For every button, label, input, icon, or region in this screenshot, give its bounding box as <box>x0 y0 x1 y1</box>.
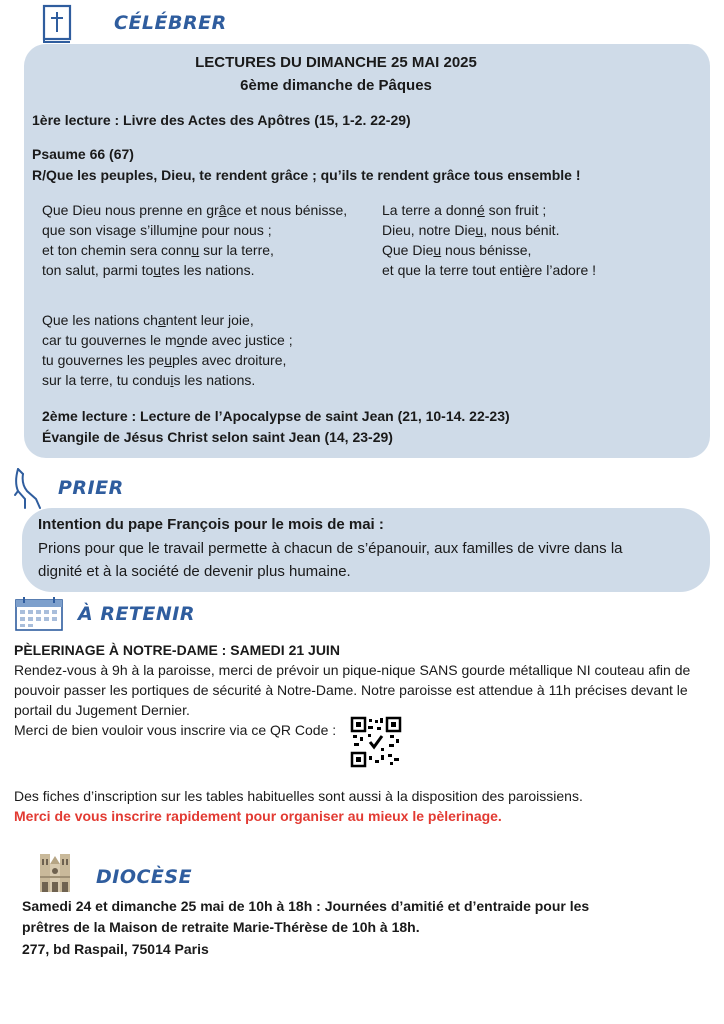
stanza-line: et ton chemin sera connu sur la terre, <box>42 242 274 258</box>
fiches-text: Des fiches d’inscription sur les tables habituelles sont aussi à la disposition des paroissiens. <box>14 788 583 804</box>
bible-cross-icon <box>42 4 74 44</box>
lecture-1: 1ère lecture : Livre des Actes des Apôtres (15, 1-2. 22-29) <box>32 112 411 128</box>
stanza-line: Que Dieu nous prenne en grâce et nous bénisse, <box>42 202 348 218</box>
section-title-prier: PRIER <box>58 477 124 499</box>
stanza-line: Que les nations chantent leur joie, <box>42 312 254 328</box>
stanza-line: que son visage s’illumine pour nous ; <box>42 222 272 238</box>
section-title-diocese: DIOCÈSE <box>96 866 193 888</box>
psaume-stanza-2 <box>42 310 293 390</box>
intention-title: Intention du pape François pour le mois de mai : <box>38 516 384 533</box>
calendar-icon <box>14 595 66 633</box>
intention-text-line: dignité et à la société de devenir plus humaine. <box>38 563 351 580</box>
stanza-line: et que la terre tout entière l’adore ! <box>382 262 597 278</box>
diocese-text-line: Samedi 24 et dimanche 25 mai de 10h à 18h : Journées d’amitié et d’entraide pour les <box>22 898 590 914</box>
pelerinage-heading: PÈLERINAGE À NOTRE-DAME : SAMEDI 21 JUIN <box>14 642 340 658</box>
lecture-2: 2ème lecture : Lecture de l’Apocalypse de saint Jean (21, 10-14. 22-23) <box>42 408 510 424</box>
cathedral-icon <box>38 850 72 894</box>
stanza-line: Que Dieu nous bénisse, <box>382 242 532 258</box>
diocese-text-line: prêtres de la Maison de retraite Marie-Thérèse de 10h à 18h. <box>22 919 420 935</box>
psaume-ref: Psaume 66 (67) <box>32 146 134 162</box>
intention-text-line: Prions pour que le travail permette à chacun de s’épanouir, aux familles de vivre dans la <box>38 540 623 557</box>
stanza-line: sur la terre, tu conduis les nations. <box>42 372 256 388</box>
psaume-stanza-1 <box>42 200 347 280</box>
stanza-line: La terre a donné son fruit ; <box>382 202 547 218</box>
qr-code-icon[interactable] <box>350 716 402 768</box>
section-title-retenir: À RETENIR <box>78 603 195 625</box>
stanza-line: tu gouvernes les peuples avec droiture, <box>42 352 287 368</box>
section-title-celebrer: CÉLÉBRER <box>114 12 227 34</box>
diocese-address: 277, bd Raspail, 75014 Paris <box>22 941 209 957</box>
lectures-subheading: 6ème dimanche de Pâques <box>240 77 432 94</box>
lectures-heading: LECTURES DU DIMANCHE 25 MAI 2025 <box>195 54 477 71</box>
pelerinage-text-line: portail du Jugement Dernier. <box>14 702 190 718</box>
pelerinage-text-line: Rendez-vous à 9h à la paroisse, merci de prévoir un pique-nique SANS gourde métallique NI couteau afin de <box>14 662 691 678</box>
stanza-line: Dieu, notre Dieu, nous bénit. <box>382 222 560 238</box>
evangile: Évangile de Jésus Christ selon saint Jean (14, 23-29) <box>42 429 393 445</box>
psaume-stanza-3 <box>382 200 596 280</box>
stanza-line: ton salut, parmi toutes les nations. <box>42 262 255 278</box>
praying-hands-icon <box>12 466 46 510</box>
qr-instruction: Merci de bien vouloir vous inscrire via ce QR Code : <box>14 722 337 738</box>
urgent-message: Merci de vous inscrire rapidement pour organiser au mieux le pèlerinage. <box>14 808 502 824</box>
psaume-refrain: R/Que les peuples, Dieu, te rendent grâce ; qu’ils te rendent grâce tous ensemble ! <box>32 167 581 183</box>
stanza-line: car tu gouvernes le monde avec justice ; <box>42 332 293 348</box>
pelerinage-text-line: pouvoir passer les portiques de sécurité à Notre-Dame. Notre paroisse est attendue à 11h précises devant le <box>14 682 688 698</box>
